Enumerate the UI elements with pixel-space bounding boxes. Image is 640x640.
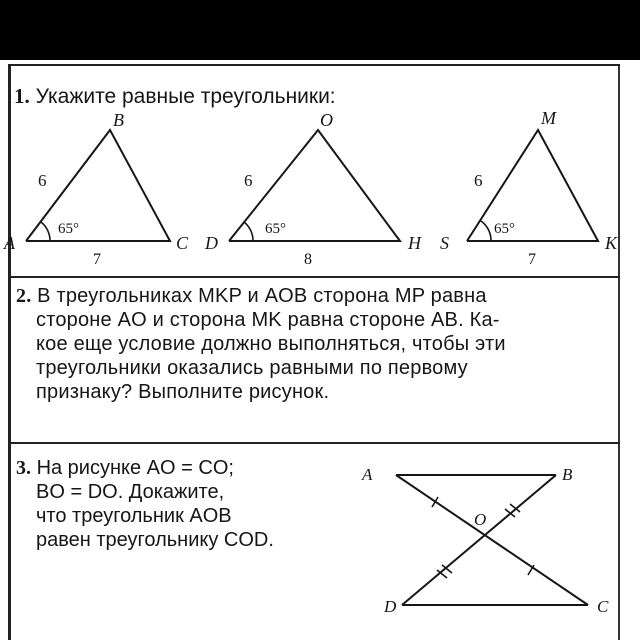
task3-text — [16, 456, 346, 552]
angle-label-s: 65° — [494, 221, 515, 237]
task2-line-2: стороне AO и сторона MK равна стороне AB. Ка- — [36, 309, 500, 331]
side-label-ab: 6 — [38, 171, 47, 190]
vertex-label-b: B — [113, 110, 124, 130]
task3-line-2: BO = DO. Докажите, — [36, 481, 225, 503]
task2-line-1-text: В треугольниках MKP и AOB сторона MP равна — [37, 285, 487, 307]
angle-label-a: 65° — [58, 221, 79, 237]
angle-label-d: 65° — [265, 221, 286, 237]
vertex-label-h: H — [408, 233, 421, 253]
task3-figure — [361, 465, 609, 616]
triangle-doh — [204, 110, 422, 268]
fig-label-a: A — [362, 465, 373, 484]
base-label-sk: 7 — [528, 251, 536, 268]
side-label-sm: 6 — [474, 171, 483, 190]
task2-text — [16, 284, 616, 404]
triangle-smk — [440, 108, 618, 268]
vertex-label-o: O — [320, 110, 333, 130]
task2-line-3: кое еще условие должно выполняться, чтобы эти — [36, 333, 506, 355]
task3-number: 3. — [16, 457, 31, 479]
task3-line-4: равен треугольнику COD. — [36, 529, 274, 551]
task3-line-1-text: На рисунке AO = CO; — [36, 457, 234, 479]
vertex-label-s: S — [440, 233, 449, 253]
vertex-label-c: C — [176, 233, 189, 253]
task1-text: Укажите равные треугольники: — [35, 85, 336, 108]
triangle-abc — [3, 110, 189, 268]
task2-line-4: треугольники оказались равными по первому — [36, 357, 468, 379]
vertex-label-m: M — [541, 108, 556, 128]
task2-number: 2. — [16, 285, 32, 307]
task1-number: 1. — [14, 84, 30, 108]
side-label-do: 6 — [244, 171, 253, 190]
task3-line-3: что треугольник AOB — [36, 505, 232, 527]
vertex-label-a: A — [4, 233, 15, 253]
base-label-ac: 7 — [93, 251, 101, 268]
task2-line-1 — [16, 284, 616, 308]
task2-line-5: признаку? Выполните рисунок. — [36, 381, 330, 403]
fig-label-b: B — [562, 465, 573, 484]
base-label-dh: 8 — [304, 251, 312, 268]
vertex-label-d: D — [205, 233, 218, 253]
task3-line-1 — [16, 456, 346, 480]
vertex-label-k: K — [605, 233, 618, 253]
fig-label-d: D — [384, 597, 397, 616]
fig-label-o: O — [474, 510, 487, 529]
fig-label-c: C — [597, 597, 609, 616]
